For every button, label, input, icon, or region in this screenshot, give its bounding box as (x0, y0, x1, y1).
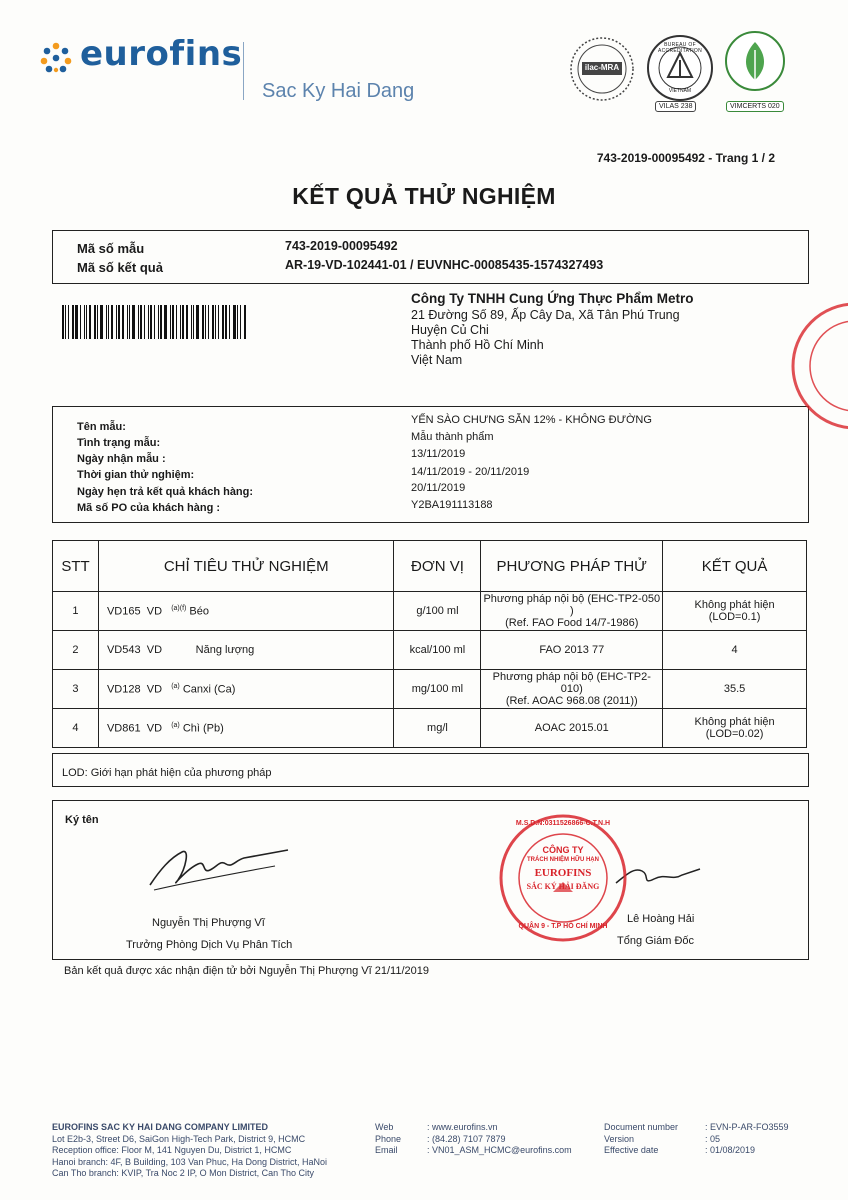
barcode-bar (118, 305, 120, 339)
footer-doc-values (705, 1122, 815, 1157)
handwritten-signature-1 (140, 840, 290, 895)
row-unit: mg/100 ml (394, 670, 481, 709)
barcode-bar (218, 305, 219, 339)
result-value: Không phát hiện (694, 599, 775, 611)
barcode-bar (202, 305, 204, 339)
parameter-name: Chì (Pb) (182, 722, 224, 735)
barcode-bar (244, 305, 246, 339)
footer-contact-values (427, 1122, 597, 1157)
sample-code-box (52, 230, 809, 284)
barcode-bar (86, 305, 87, 339)
barcode-bar (205, 305, 206, 339)
row-unit: kcal/100 ml (394, 631, 481, 670)
footer-effective-date: : 01/08/2019 (705, 1145, 756, 1155)
accreditation-mark: (a) (171, 682, 180, 690)
due-date-value: 20/11/2019 (411, 482, 466, 494)
col-header-parameter: CHỈ TIÊU THỬ NGHIỆM (98, 541, 394, 592)
barcode-bar (72, 305, 74, 339)
address-line: Huyện Củ Chi (411, 323, 489, 337)
barcode-bar (62, 305, 64, 339)
barcode-bar (111, 305, 113, 339)
col-header-stt: STT (53, 541, 99, 592)
page-title: KẾT QUẢ THỬ NGHIỆM (292, 183, 556, 209)
page-reference: 743-2019-00095492 - Trang 1 / 2 (596, 151, 775, 165)
footer-web-label: Web (375, 1122, 394, 1132)
stamp-line2: TRÁCH NHIỆM HỮU HẠN (527, 857, 599, 863)
sample-status-label: Tình trạng mẫu: (77, 437, 161, 449)
barcode-bar (154, 305, 155, 339)
method-line: FAO 2013 77 (539, 644, 605, 656)
parameter-name: Năng lượng (195, 644, 255, 656)
signer1-title: Trưởng Phòng Dịch Vụ Phân Tích (126, 939, 293, 951)
footer-company (52, 1122, 352, 1180)
due-date-label: Ngày hẹn trả kết quả khách hàng: (77, 486, 254, 498)
barcode-bar (182, 305, 184, 339)
electronic-confirmation: Bản kết quả được xác nhận điện tử bởi Nguyễn Thị Phượng Vĩ 21/11/2019 (64, 965, 429, 977)
stamp-ring-text: M.S.D.N:0311526866-C.T.N.H (515, 820, 611, 827)
customer-address (411, 291, 693, 368)
method-line: AOAC 2015.01 (534, 722, 609, 734)
barcode-bar (191, 305, 192, 339)
barcode-bar (196, 305, 199, 339)
parameter-code: VD861 (106, 722, 141, 735)
sample-code-value: 743-2019-00095492 (285, 239, 398, 253)
barcode-bar (68, 305, 69, 339)
results-table (52, 540, 807, 748)
barcode-bar (100, 305, 103, 339)
barcode-bar (170, 305, 171, 339)
footer-phone: : (84.28) 7107 7879 (427, 1133, 506, 1144)
address-line: 21 Đường Số 89, Ấp Cây Da, Xã Tân Phú Trung (411, 308, 680, 322)
po-number-value: Y2BA191113188 (411, 499, 493, 511)
result-value: 4 (731, 644, 738, 656)
accreditation-country: VIETNAM (668, 88, 692, 94)
row-parameter (98, 592, 394, 631)
footer-web[interactable]: : www.eurofins.vn (427, 1122, 498, 1132)
row-result (663, 670, 807, 709)
barcode-bar (84, 305, 85, 339)
footer-version-label: Version (604, 1133, 635, 1144)
barcode-bar (212, 305, 214, 339)
barcode-bar (164, 305, 167, 339)
footer-version: : 05 (705, 1133, 721, 1144)
test-period-value: 14/11/2019 - 20/11/2019 (411, 466, 530, 478)
row-stt: 1 (53, 592, 99, 631)
sample-name-label: Tên mẫu: (77, 421, 126, 433)
lab-code: VD (146, 683, 163, 696)
sample-code-label: Mã số mẫu (77, 241, 145, 256)
brand-name: eurofins (80, 34, 243, 74)
signer2-name: Lê Hoàng Hải (627, 913, 695, 925)
barcode-bar (150, 305, 152, 339)
barcode-bar (97, 305, 98, 339)
barcode-bar (132, 305, 135, 339)
received-date-value: 13/11/2019 (411, 448, 466, 460)
vimcerts-leaf-icon (724, 30, 786, 92)
lab-code: VD (146, 644, 163, 656)
parameter-name: Canxi (Ca) (182, 683, 236, 696)
row-stt: 2 (53, 631, 99, 670)
accreditation-ring-text: BUREAU OF ACCREDITATION (658, 42, 702, 54)
barcode-bar (160, 305, 162, 339)
barcode-bar (122, 305, 124, 339)
barcode-bar (106, 305, 107, 339)
footer-doc-number-label: Document number (604, 1122, 679, 1132)
brand-subtitle: Sac Ky Hai Dang (262, 80, 415, 102)
footer-contact-labels (375, 1122, 425, 1157)
footer-effective-label: Effective date (604, 1145, 659, 1155)
row-parameter (98, 670, 394, 709)
ilac-mra-badge (568, 35, 638, 108)
result-lod: (LOD=0.02) (705, 728, 764, 740)
accreditation-mark: (a)(f) (171, 604, 187, 612)
row-method (481, 592, 663, 631)
barcode-bar (225, 305, 227, 339)
sample-status-value: Mẫu thành phẩm (411, 431, 494, 443)
vimcerts-badge (724, 30, 788, 110)
table-row (53, 592, 807, 631)
barcode-bar (208, 305, 209, 339)
col-header-method: PHƯƠNG PHÁP THỬ (481, 541, 663, 592)
footer-doc-number: : EVN-P-AR-FO3559 (705, 1122, 789, 1132)
method-line: Phương pháp nội bộ (EHC-TP2-050 ) (483, 593, 661, 617)
signer1-name: Nguyễn Thị Phượng Vĩ (152, 917, 265, 929)
footer-doc-labels (604, 1122, 704, 1157)
address-line: Thành phố Hồ Chí Minh (411, 338, 544, 352)
signature-label: Ký tên (65, 814, 99, 826)
sample-barcode (62, 305, 252, 339)
barcode-bar (240, 305, 241, 339)
method-ref: (Ref. AOAC 968.08 (2011)) (505, 695, 638, 707)
row-stt: 4 (53, 709, 99, 748)
parameter-code: VD543 (106, 644, 141, 656)
barcode-bar (75, 305, 78, 339)
footer-address-line: Can Tho branch: KVIP, Tra Noc 2 IP, O Mon District, Can Tho City (52, 1168, 314, 1178)
result-code-label: Mã số kết quả (77, 260, 163, 275)
row-method (481, 670, 663, 709)
ilac-mra-caption: ilac-MRA (584, 63, 620, 72)
received-date-label: Ngày nhận mẫu : (77, 453, 166, 465)
barcode-bar (193, 305, 194, 339)
bureau-accreditation-badge (645, 33, 715, 108)
brand-divider (243, 42, 244, 100)
customer-company: Công Ty TNHH Cung Ứng Thực Phẩm Metro (411, 291, 694, 306)
barcode-bar (129, 305, 130, 339)
barcode-bar (233, 305, 236, 339)
row-unit: mg/l (394, 709, 481, 748)
method-ref: (Ref. FAO Food 14/7-1986) (505, 617, 639, 629)
partial-stamp-icon (790, 296, 848, 436)
method-line: Phương pháp nội bộ (EHC-TP2-010) (492, 671, 651, 695)
row-result (663, 592, 807, 631)
row-method (481, 631, 663, 670)
row-result (663, 709, 807, 748)
row-method (481, 709, 663, 748)
stamp-line1: CÔNG TY (542, 845, 584, 855)
footer-company-name: EUROFINS SAC KY HAI DANG COMPANY LIMITED (52, 1122, 269, 1132)
sample-name-value: YẾN SÀO CHƯNG SẴN 12% - KHÔNG ĐƯỜNG (411, 414, 652, 426)
parameter-code: VD165 (106, 605, 141, 618)
parameter-code: VD128 (106, 683, 141, 696)
footer-address-line: Lot E2b-3, Street D6, SaiGon High-Tech Park, District 9, HCMC (52, 1133, 306, 1144)
barcode-bar (116, 305, 117, 339)
footer-phone-label: Phone (375, 1133, 402, 1144)
result-lod: (LOD=0.1) (708, 611, 761, 623)
barcode-bar (89, 305, 91, 339)
row-result (663, 631, 807, 670)
barcode-bar (140, 305, 142, 339)
barcode-bar (229, 305, 230, 339)
stamp-line4: SẮC KÝ HẢI ĐĂNG (526, 882, 600, 891)
barcode-bar (215, 305, 216, 339)
barcode-bar (237, 305, 238, 339)
result-value: Không phát hiện (694, 716, 775, 728)
barcode-bar (65, 305, 66, 339)
table-row (53, 670, 807, 709)
lab-code: VD (146, 722, 163, 735)
barcode-bar (138, 305, 139, 339)
col-header-unit: ĐƠN VỊ (394, 541, 481, 592)
table-row (53, 709, 807, 748)
col-header-result: KẾT QUẢ (663, 541, 807, 592)
barcode-bar (222, 305, 224, 339)
barcode-bar (144, 305, 145, 339)
barcode-bar (172, 305, 174, 339)
barcode-bar (176, 305, 177, 339)
table-row (53, 631, 807, 670)
barcode-bar (180, 305, 181, 339)
po-number-label: Mã số PO của khách hàng : (77, 502, 221, 514)
eurofins-logo-icon (38, 40, 74, 76)
vimcerts-caption: VIMCERTS 020 (726, 101, 784, 112)
footer-email-label: Email (375, 1145, 398, 1155)
row-parameter (98, 631, 394, 670)
stamp-line3: EUROFINS (534, 867, 592, 879)
barcode-bar (127, 305, 128, 339)
row-parameter (98, 709, 394, 748)
test-period-label: Thời gian thử nghiệm: (77, 469, 195, 481)
barcode-bar (148, 305, 149, 339)
lod-note: LOD: Giới hạn phát hiện của phương pháp (62, 767, 272, 779)
barcode-bar (94, 305, 96, 339)
footer-address-line: Reception office: Floor M, 141 Nguyen Du, District 1, HCMC (52, 1145, 292, 1155)
result-code-value: AR-19-VD-102441-01 / EUVNHC-00085435-1574327493 (285, 258, 604, 272)
vilas-caption: VILAS 238 (655, 101, 696, 112)
stamp-bottom: QUẬN 9 - T.P HỒ CHÍ MINH (518, 923, 608, 930)
table-header-row (53, 541, 807, 592)
signer2-title: Tổng Giám Đốc (617, 935, 695, 947)
barcode-bar (80, 305, 81, 339)
barcode-bar (158, 305, 159, 339)
barcode-bar (186, 305, 188, 339)
accreditation-mark: (a) (171, 721, 180, 729)
footer-email[interactable]: : VN01_ASM_HCMC@eurofins.com (427, 1145, 572, 1155)
parameter-name: Béo (189, 605, 209, 618)
footer-address-line: Hanoi branch: 4F, B Building, 103 Van Phuc, Ha Dong District, HaNoi (52, 1156, 327, 1167)
barcode-bar (108, 305, 109, 339)
address-line: Việt Nam (411, 353, 463, 367)
lab-code: VD (146, 605, 163, 618)
row-unit: g/100 ml (394, 592, 481, 631)
result-value: 35.5 (723, 683, 746, 695)
row-stt: 3 (53, 670, 99, 709)
